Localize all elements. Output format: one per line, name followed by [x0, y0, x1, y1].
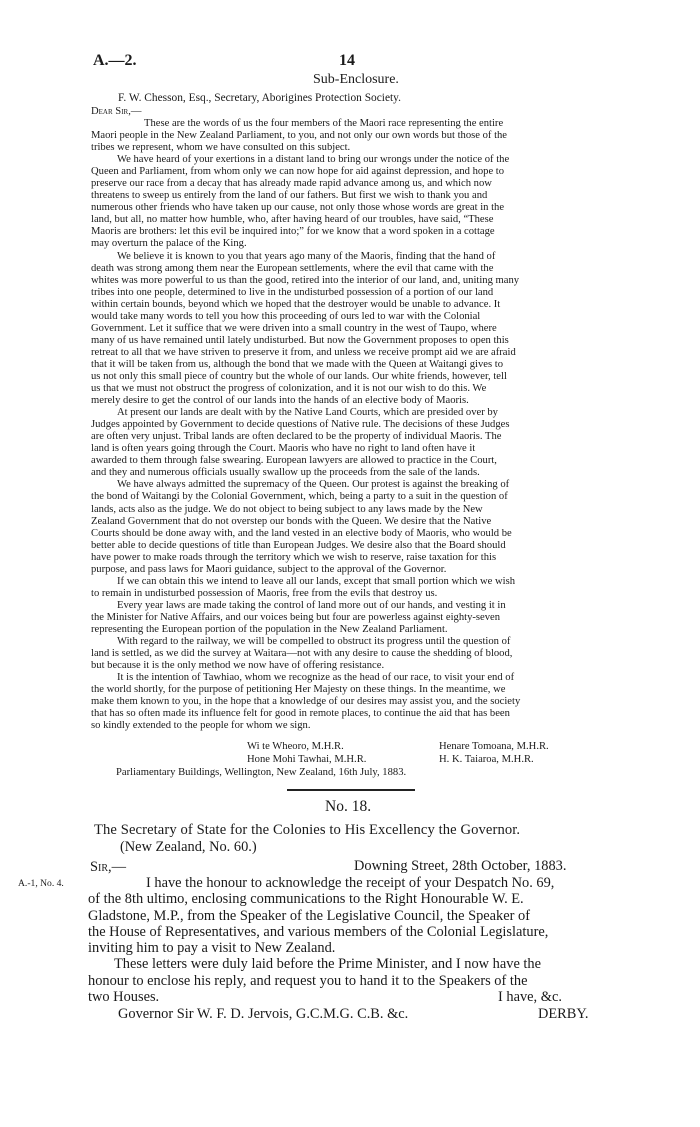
text-line: are often very unjust. Tribal lands are often declared to be the property of individual Maoris. The: [91, 431, 502, 443]
text-line: inviting him to pay a visit to New Zealand.: [88, 940, 336, 957]
text-line: of the 8th ultimo, enclosing communications to the Right Honourable W. E.: [88, 891, 524, 908]
text-line: It is the intention of Tawhiao, whom we recognize as the head of our race, to visit your end of: [117, 672, 515, 684]
text-line: but because it is the only method we now have of offering resistance.: [91, 660, 385, 672]
text-line: purpose, and pass laws for Maori guidance, subject to the approval of the Governor.: [91, 563, 447, 575]
text-line: would take many words to tell you how this proceeding of ours led to war with the Colonial: [91, 310, 481, 322]
section-divider: [287, 789, 415, 791]
text-line: us not only this small piece of country but the whole of our lands. Our white friends, however, tell: [91, 370, 507, 382]
text-line: If we can obtain this we intend to leave all our lands, except that small portion which we wish: [117, 575, 516, 587]
text-line: many of us have remained until lately undisturbed. But now the Government proposes to open this: [91, 334, 509, 346]
text-line: the world shortly, for the purpose of petitioning Her Majesty on these things. In the meantime, we: [91, 684, 506, 696]
text-line: lands, acts also as the judge. We do not object to being subject to any laws made by the New: [91, 503, 483, 515]
text-line: We have always admitted the supremacy of the Queen. Our protest is against the breaking of: [117, 479, 510, 491]
addressee-line: F. W. Chesson, Esq., Secretary, Aborigines Protection Society.: [118, 92, 401, 104]
despatch-heading: The Secretary of State for the Colonies to His Excellency the Governor.: [94, 822, 521, 838]
margin-note: A.-1, No. 4.: [18, 878, 64, 889]
text-line: the bond of Waitangi by the Colonial Government, which, being a party to a suit in the question of: [91, 491, 508, 503]
text-line: land is settled, as we did the survey at Waitara—not with any desire to cause the shedding of blood,: [91, 648, 513, 660]
text-line: These letters were duly laid before the Prime Minister, and I now have the: [114, 956, 542, 973]
text-line: the House of Representatives, and various members of the Colonial Legislature,: [88, 923, 549, 940]
page-number: 14: [339, 52, 355, 69]
text-line: Judges appointed by Government to decide questions of Native rule. The decisions of these Judges: [91, 419, 510, 431]
signatory: Hone Mohi Tawhai, M.H.R.: [247, 754, 367, 765]
despatch-body: [88, 875, 608, 989]
text-line: merely desire to get the control of our lands into the hands of an elective body of Maoris.: [91, 395, 469, 407]
text-line: preserve our race from a decay that has already made rapid advance among us, and which now: [91, 178, 492, 190]
place-date: Parliamentary Buildings, Wellington, New Zealand, 16th July, 1883.: [116, 767, 407, 778]
text-line: land, but all, no matter how humble, who, after having heard of our troubles, have said, “These: [91, 214, 494, 226]
text-line: We believe it is known to you that years ago many of the Maoris, finding that the hand of: [117, 250, 496, 262]
text-line: land is often years going through the Court. Maoris who have no right to land often have it: [91, 443, 476, 455]
text-line: to remain in undisturbed possession of Maoris, free from the evils that destroy us.: [91, 587, 438, 599]
text-line: threatens to sweep us entirely from the land of our fathers. But first we wish to thank you and: [91, 190, 488, 202]
text-line: better able to decide questions of title than European Judges. We desire also that the Board should: [91, 539, 506, 551]
text-line: We have heard of your exertions in a distant land to bring our wrongs under the notice of the: [117, 154, 510, 166]
text-line: two Houses.: [88, 989, 160, 1005]
text-line: Queen and Parliament, from whom only we can now hope for aid against depression, and hope to: [91, 166, 505, 178]
text-line: whites was more powerful to us than the good, retired into the interior of our land, and, uniting many: [91, 274, 520, 286]
text-line: so kindly extended to the people for whom we sign.: [91, 720, 311, 732]
text-line: numerous other friends who have taken up our cause, not only those whose words are great in the: [91, 202, 505, 214]
text-line: I have the honour to acknowledge the receipt of your Despatch No. 69,: [146, 875, 555, 891]
despatch-place-date: Downing Street, 28th October, 1883.: [354, 858, 567, 874]
salutation: Dear Sir,—: [91, 106, 142, 117]
text-line: Maoris are brothers: let this evil be inquired into;” for we know that a word spoken in a cottage: [91, 226, 495, 238]
text-line: honour to enclose his reply, and request you to hand it to the Speakers of the: [88, 972, 528, 989]
text-line: within certain bounds, beyond which we hoped that the destroyer would be unable to advance. It: [91, 298, 501, 310]
despatch-salutation: Sir,—: [90, 859, 126, 875]
text-line: retreat to all that we have striven to preserve it from, and unless we receive prompt aid we are afraid: [91, 346, 516, 358]
text-line: At present our lands are dealt with by the Native Land Courts, which are presided over by: [117, 407, 498, 419]
text-line: tribes we represent, whom we have consulted on this subject.: [91, 142, 351, 154]
closing-signature: DERBY.: [538, 1006, 589, 1022]
text-line: us that we must not obstruct the progress of colonization, and it is not our wish to do this. We: [91, 383, 487, 395]
signatory: Henare Tomoana, M.H.R.: [439, 741, 549, 752]
text-line: Government. Let it suffice that we were driven into a small country in the west of Taupo, where: [91, 322, 497, 334]
closing-addressee: Governor Sir W. F. D. Jervois, G.C.M.G. C.B. &c.: [118, 1006, 409, 1022]
text-line: With regard to the railway, we will be compelled to obstruct its progress until the question of: [117, 636, 511, 648]
document-code: A.—2.: [93, 52, 137, 69]
text-line: Courts should be done away with, and the land vested in an elective body of Maoris, who would be: [91, 527, 512, 539]
sub-enclosure-title: Sub-Enclosure.: [313, 72, 399, 87]
text-line: and they and numerous officials usually swallow up the proceeds from the sale of the lands.: [91, 467, 480, 479]
text-line: awarded to them through false swearing. European lawyers are allowed to practice in the Court,: [91, 455, 497, 467]
text-line: make them known to you, in the hope that a knowledge of our desires may assist you, and the society: [91, 696, 521, 708]
text-line: representing the European portion of the population in the New Zealand Parliament.: [91, 623, 448, 635]
text-line: These are the words of us the four members of the Maori race representing the entire: [144, 118, 504, 129]
despatch-number: No. 18.: [325, 798, 372, 815]
text-line: may overturn the palace of the King.: [91, 238, 247, 250]
text-line: Gladstone, M.P., from the Speaker of the Legislative Council, the Speaker of: [88, 907, 531, 924]
text-line: the Minister for Native Affairs, and our voices being but four are powerless against eighty-seven: [91, 611, 501, 623]
text-line: have power to make roads through the territory which we wish to reserve, raise taxation for this: [91, 551, 497, 563]
text-line: Every year laws are made taking the control of land more out of our hands, and vesting it in: [117, 599, 506, 611]
despatch-subheading: (New Zealand, No. 60.): [120, 839, 257, 855]
text-line: that has so often made its influence felt for good in remote places, to continue the aid that has been: [91, 708, 510, 720]
signatory: H. K. Taiaroa, M.H.R.: [439, 754, 534, 765]
letter-body: [91, 118, 607, 732]
text-line: I have, &c.: [498, 989, 562, 1005]
text-line: Maori people in the New Zealand Parliament, to you, and not only our own words but those of the: [91, 130, 508, 142]
signatory: Wi te Wheoro, M.H.R.: [247, 741, 344, 752]
text-line: Zealand Government that do not overstep our bonds with the Queen. We desire that the Native: [91, 515, 492, 527]
text-line: tribes into one people, determined to live in the undisturbed possession of a portion of our land: [91, 286, 494, 298]
text-line: death was strong among them near the European settlements, where the evil that came with the: [91, 262, 494, 274]
text-line: that it will be taken from us, although the bond that we made with the Queen at Waitangi gives to: [91, 358, 504, 370]
